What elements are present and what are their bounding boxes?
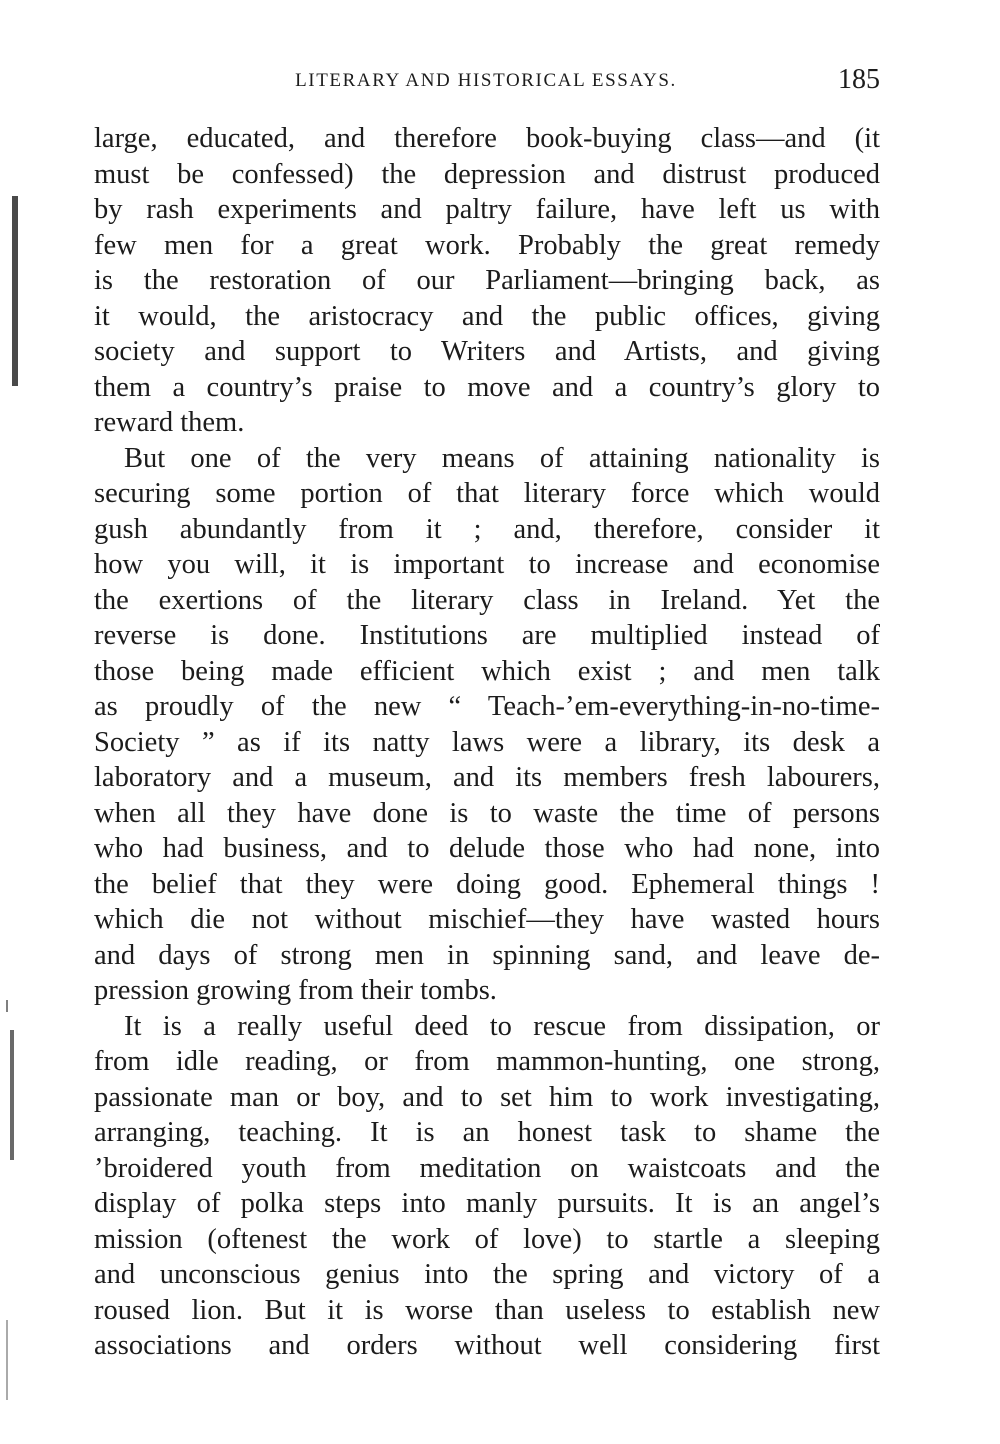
text-line: is the restoration of our Parliament—bringing back, as [94,265,880,296]
text-line: gush abundantly from it ; and, therefore, consider it [94,513,880,545]
margin-scan-mark [6,1320,8,1400]
margin-scan-mark [12,196,18,386]
text-line: laboratory and a museum, and its members fresh labourers, [94,762,880,793]
text-line: display of polka steps into manly pursuits. It is an angel’s [94,1188,880,1219]
text-line: the exertions of the literary class in Ireland. Yet the [94,584,880,616]
text-line: them a country’s praise to move and a country’s glory to [94,371,880,403]
text-line: roused lion. But it is worse than useless to establish new [94,1294,880,1326]
text-line: arranging, teaching. It is an honest task to shame the [94,1117,880,1148]
text-line: the belief that they were doing good. Ephemeral things ! [94,868,880,900]
text-line: It is a really useful deed to rescue from dissipation, or [124,1010,880,1042]
text-line: mission (oftenest the work of love) to startle a sleeping [94,1223,880,1255]
body-text [94,121,880,1364]
text-line: few men for a great work. Probably the great remedy [94,229,880,261]
text-line: when all they have done is to waste the time of persons [94,797,880,829]
text-line: as proudly of the new “ Teach-’em-everything-in-no-time- [94,691,880,722]
text-line: reverse is done. Institutions are multiplied instead of [94,620,880,651]
text-line: large, educated, and therefore book-buying class—and (it [94,123,880,154]
margin-scan-mark [6,1000,8,1012]
text-line: must be confessed) the depression and distrust produced [94,158,880,190]
text-line: ’broidered youth from meditation on waistcoats and the [94,1152,880,1184]
margin-scan-mark [10,1030,14,1160]
text-line: pression growing from their tombs. [94,975,497,1006]
text-line: associations and orders without well considering first [94,1330,880,1361]
text-line: which die not without mischief—they have wasted hours [94,904,880,935]
text-line: from idle reading, or from mammon-hunting, one strong, [94,1046,880,1077]
text-line: Society ” as if its natty laws were a library, its desk a [94,726,880,758]
text-line: passionate man or boy, and to set him to work investigating, [94,1081,880,1113]
page-number: 185 [838,64,880,95]
text-line: it would, the aristocracy and the public offices, giving [94,300,880,332]
text-line: securing some portion of that literary force which would [94,478,880,509]
running-head [96,64,880,104]
text-line: and days of strong men in spinning sand, and leave de- [94,939,880,971]
text-line: But one of the very means of attaining nationality is [124,442,880,474]
text-line: reward them. [94,407,245,438]
text-line: and unconscious genius into the spring and victory of a [94,1259,880,1290]
text-line: those being made efficient which exist ; and men talk [94,655,880,687]
text-line: society and support to Writers and Artists, and giving [94,336,880,367]
text-line: who had business, and to delude those who had none, into [94,833,880,864]
running-title: LITERARY AND HISTORICAL ESSAYS. [295,70,677,91]
text-line: how you will, it is important to increase and economise [94,549,880,580]
text-line: by rash experiments and paltry failure, have left us with [94,194,880,225]
